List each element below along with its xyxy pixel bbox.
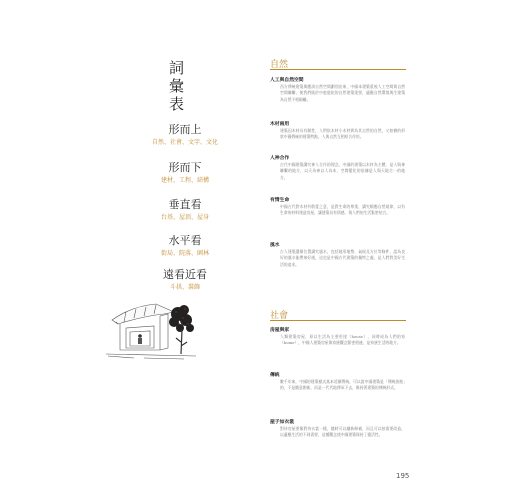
group-heading: 形而下 bbox=[168, 161, 202, 174]
group-subtitle: 台基、屋頂、屋身 bbox=[160, 214, 209, 221]
house-tree-illustration bbox=[104, 298, 200, 368]
entry-body: 對待房屋要像對待衣裳一樣，隨時可以翻新修補，而且可以按需要改造，以適應生活的不同需要，這種觀念使中國建築保持了靈活性。 bbox=[280, 426, 405, 438]
group-heading: 水平看 bbox=[168, 234, 202, 247]
entry-heading: 有情生命 bbox=[270, 197, 290, 203]
group-heading: 遠看近看 bbox=[163, 268, 207, 281]
entry-heading: 人工與自然空間 bbox=[270, 77, 304, 83]
entry-heading: 屋子如衣裳 bbox=[270, 419, 294, 425]
group-heading: 形而上 bbox=[168, 123, 202, 136]
page-number: 195 bbox=[396, 472, 410, 480]
entry-body: 中國古代對木材有敬愛之意，是對生命的尊重，講究順應自然規律，以有生命的材料建造房屋，讓建築具有情感，與人們的生活緊密結合。 bbox=[280, 204, 405, 216]
group-subtitle: 街局、院落、園林 bbox=[160, 250, 209, 257]
entry-heading: 人神合作 bbox=[270, 155, 290, 161]
entry-body: 古代中國建築講究神人合作的理念，中國的建築以木材為主體，是人與神聯繫的地方，以天為神以人為本，空間變化的依據是人與天地合一的地方。 bbox=[280, 162, 405, 180]
entry-body: 西方傳統建築與應該自然空間劃別出來，中國本建築重視人工空間與自然空間聯繫，使我們既於中庭庭院的自然建築重要，適應自然環境與生建築為自然不相隔離。 bbox=[280, 84, 405, 102]
group-heading: 垂直看 bbox=[168, 198, 202, 211]
page-title: 詞彙表 bbox=[167, 60, 185, 114]
section-title: 自然 bbox=[270, 60, 289, 70]
entry-heading: 風水 bbox=[270, 242, 280, 248]
entry-heading: 傳統 bbox=[270, 372, 280, 378]
group-subtitle: 斗拱、裝飾 bbox=[169, 284, 200, 291]
entry-body: 數千年來，中國的建築樣式基本延續傳統，可以說中國建築是「傳統演進」的，不是隨意創新，而是一代代地傳承下去，維持著建築的傳統形式。 bbox=[280, 379, 405, 391]
entry-body: 古人建築選擇位置講究風水，包括地形地勢、氣候及方位等條件，認為良好的風水能帶來好運，這也是中國古代建築的獨特之處，是人們對美好生活的追求。 bbox=[280, 249, 405, 267]
group-subtitle: 建材、工程、結構 bbox=[160, 177, 209, 184]
section-title: 社會 bbox=[270, 311, 289, 321]
entry-heading: 木材兩用 bbox=[270, 121, 290, 127]
group-subtitle: 自然、社會、文字、文化 bbox=[151, 139, 218, 146]
entry-body: 人類建築房屋，原以生活為主要用途（house），同時成為人們的家（home），中國人建築房屋與家族觀念緊密相連，是家族生活的地方。 bbox=[280, 334, 405, 346]
section-divider bbox=[270, 320, 406, 321]
section-divider bbox=[270, 69, 406, 70]
entry-body: 建築因木材具有韌性，人們依木材小木材實為其自然的自然，又如樹的形狀中國傳統的建築特點，人與自然互相結合作用。 bbox=[280, 128, 405, 140]
entry-heading: 房屋與家 bbox=[270, 327, 290, 333]
